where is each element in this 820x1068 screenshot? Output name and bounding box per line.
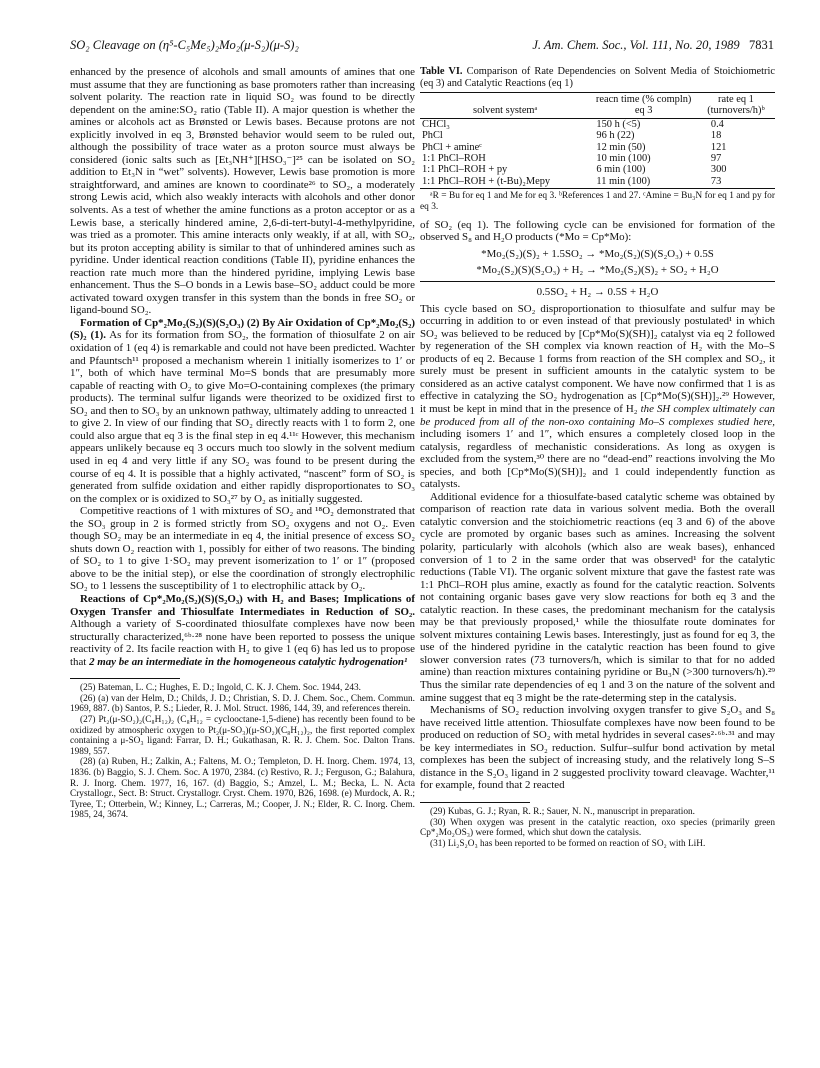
table-cell: 121: [710, 141, 727, 153]
table-row: [420, 130, 775, 141]
journal-name: J. Am. Chem. Soc., Vol. 111, No. 20, 1989: [532, 38, 740, 52]
equation-sum-rule: [420, 281, 775, 282]
right-column: [420, 66, 775, 849]
paragraph: Additional evidence for a thiosulfate-based catalytic scheme was obtained by comparison of reaction rate data in various solvent media. Both the overall catalytic conversion and the stoichiometric reactions (eq 3 and 6) of the above cycle are promoted by organic bases such as amines. Increasing the solvent polarity, particularly with alcohols (which also are weak bases), enhanced conversion of 1 to 2 in the same order that was observed¹ for the catalytic reductions (Table VI). The organic solvent mixture that gave the fastest rate was 1:1 PhCl–ROH plus amine, exactly as found for the catalytic reaction. Solvents not containing organic bases gave very slow reactions for both eq 3 and the catalytic reaction. In these cases, the predominant mechanism for the catalysis may be that previously proposed,¹ while the thiosulfate route dominates for solvent mixtures containing Lewis bases. Interestingly, just as found for eq 3, the use of the hindered pyridine in the catalytic reaction has been found to give slower conversion rates (73 turnovers/h, which is similar to that for no added amine) than reaction mixtures containing pyridine or Bu₃N (>300 turnovers/h).²⁹ Thus the similar rate dependencies of eq 1 and 3 on the nature of the solvent and amine suggest that eq 3 might be the rate-determing step in the catalysis.: [420, 490, 775, 704]
table-cell: 18: [710, 130, 722, 142]
table-header: reacn time (% compln) eq 3: [590, 93, 697, 119]
table-cell: PhCl + amineᶜ: [422, 141, 482, 153]
footnote: (30) When oxygen was present in the catalytic reaction, oxo species (primarily green Cp*₂Mo₂OS₃) were formed, which shut down the catalysis.: [420, 817, 775, 839]
running-title: SO₂ Cleavage on (η⁵-C₅Me₅)₂Mo₂(μ-S₂)(μ-S)₂: [70, 38, 299, 52]
table-header: rate eq 1 (turnovers/h)ᵇ: [697, 93, 775, 119]
section-heading: Formation of Cp*₂Mo₂(S₂)(S)(S₂O₃) (2) By Air Oxidation of Cp*₂Mo₂(S₂)(S)₂ (1).: [70, 316, 415, 342]
paragraph: of SO₂ (eq 1). The following cycle can be envisioned for formation of the observed S₈ and H₂O products (*Mo = Cp*Mo):: [420, 218, 775, 244]
footnote: (29) Kubas, G. J.; Ryan, R. R.; Sauer, N. N., manuscript in preparation.: [430, 806, 695, 817]
table-cell: 1:1 PhCl–ROH: [422, 153, 486, 165]
table-cell: PhCl: [422, 130, 443, 142]
table-row: [420, 142, 775, 153]
footnote: (28) (a) Ruben, H.; Zalkin, A.; Faltens, M. O.; Templeton, D. H. Inorg. Chem. 1974, 13, 1836. (b) Baggio, S. J. Chem. Soc. A 1970, 2384. (c) Restivo, R. J.; Ferguson, G.; Balahura, R. J. Inorg. Chem. 1977, 16, 167. (d) Baggio, S.; Amzel, L. M.; Becka, L. N. Acta Crystallogr., Sect. B: Struct. Crystallogr. Cryst. Chem. 1970, B26, 1698. (e) Murdock, A. R.; Tyree, T.; Otterbein, W.; Kinney, L.; Carreras, M.; Cooper, J. N.; Elder, R. C. Inorg. Chem. 1985, 24, 3674.: [70, 757, 415, 821]
table-cell: 6 min (100): [596, 164, 646, 176]
footnote-divider: [420, 802, 530, 803]
footnote-divider: [70, 678, 180, 679]
paragraph: Competitive reactions of 1 with mixtures of SO₂ and ¹⁸O₂ demonstrated that the SO₃ group in 2 is formed strictly from SO₂ oxygens and not O₂. Even though SO₂ may be an intermediate in eq 4, the initial presence of excess SO₂ shuts down O₂ reaction with 1, possibly for either of two reasons. The binding of SO₂ to 1 to give 1·SO₂ may prevent isomerization to 1′ or 1″ (proposed above to be the initial step), or else the coordination of strongly electrophilic SO₂ to 1 lessens the susceptibility of 1 to electrophilic attack by O₂.: [70, 505, 415, 593]
table-footnote: ᵃR = Bu for eq 1 and Me for eq 3. ᵇReferences 1 and 27. ᶜAmine = Bu₃N for eq 1 and py for eq 3.: [420, 191, 775, 213]
table-row: [420, 176, 775, 189]
table-row: [420, 118, 775, 130]
table-cell: 97: [710, 153, 722, 165]
table-cell: 1:1 PhCl–ROH + (t-Bu)₂Mepy: [420, 176, 590, 189]
table-cell: 150 h (<5): [590, 118, 697, 130]
paragraph: This cycle based on SO₂ disproportionation to thiosulfate and sulfur may be occurring in addition to or even instead of that previously postulated¹ in which SO₂ was believed to be reduced by [Cp*Mo(S)(SH)]₂ catalyst via eq 2 followed by regeneration of the SH complex via known reaction of H₂ with the Mo–S products of eq 2. Because 1 forms from reaction of the SH complex and SO₂, it surely must be present in sufficient amounts in the catalytic system to be considered as an active catalyst component. We have now confirmed that 1 is as effective in catalyzing the SO₂ hydrogenation as [Cp*Mo(S)(SH)]₂.²⁹ However, it must be kept in mind that in the presence of H₂ the SH complex ultimately can be produced from all of the non-oxo containing Mo–S complexes studied here, including isomers 1′ and 1″, which ensures a completely closed loop in the catalysis, regardless of mechanistic considerations. As long as oxygen is excluded from the system,³⁰ there are no “dead-end” reactions involving the Mo species, and both [Cp*Mo(S)(SH)]₂ and 1 could independently function as catalysts.: [420, 302, 775, 491]
table-header-row: [420, 93, 775, 119]
table-cell: 300: [710, 164, 727, 176]
table-cell: CHCl₃: [420, 118, 590, 130]
table-cell: 11 min (100): [590, 176, 697, 189]
footnote: (27) Pt₂(μ-SO₂)₂(C₈H₁₂)₂ (C₈H₁₂ = cyclooctane-1,5-diene) has recently been found to be oxidized by atmospheric oxygen to Pt₂(μ-SO₃)(μ-SO₂)(C₈H₁₂)₂, the first reported complex containing a μ-SO₃ ligand: Farrar, D. H.; Gukathasan, R. R. J. Chem. Soc. Dalton Trans. 1989, 557.: [70, 715, 415, 757]
table-cell: 12 min (50): [596, 141, 646, 153]
paragraph: enhanced by the presence of alcohols and small amounts of amines that one must assume that they are functioning as base promoters rather than increasing solvent polarity. The reaction rate in liquid SO₂ was found to be directly dependent on the amine:SO₂ ratio (Table II). A major question is whether the amines or alcohols act as Brønsted or Lewis bases. Because protons are not explicitly involved in eq 3, Brønsted behavior would seem to be ruled out, although the possibility of trace water as a proton source must always be considered (ionic salts such as [Et₃NH⁺][HSO₃⁻]²⁵ can be isolated on SO₂ addition to Et₃N in “wet” solvents). However, Lewis base promotion is more straightforward, and amines are known to coordinate²⁶ to SO₂, a moderately strong Lewis acid, which also weakly interacts with alcohols and other donor solvents. As a test of whether the amine functions as a proton acceptor or as a Lewis base, a sterically hindered amine, 2,6-di-tert-butyl-4-methylpyridine, was tried as a promoter. This amine interacts only weakly, if at all, with SO₂, but its proton accepting ability is similar to that of unhindered amines such as pyridine. Under identical reaction conditions (Table II), pyridine enhances the reaction rate much more than the hindered pyridine, implying Lewis base enhancement. Thus the S–O bonds in a Lewis base–SO₂ adduct could be more activated toward oxygen transfer in this system than the bonds in free SO₂ or ligand-bound SO₂.: [70, 66, 415, 317]
table-cell: 1:1 PhCl–ROH + py: [422, 164, 508, 176]
left-column: [70, 66, 415, 821]
footnote: (26) (a) van der Helm, D.; Childs, J. D.; Christian, S. D. J. Chem. Soc., Chem. Commun. 1969, 887. (b) Santos, P. S.; Lieder, R. J. Mol. Struct. 1986, 144, 39, and references therein.: [70, 693, 415, 715]
equation: 0.5SO₂ + H₂ → 0.5S + H₂O: [536, 286, 659, 299]
table-cell: 96 h (22): [596, 130, 635, 142]
section-heading: Reactions of Cp*₂Mo₂(S₂)(S)(S₂O₃) with H₂ and Bases; Implications of Oxygen Transfer and Thiosulfate Intermediates in Reduction of SO₂.: [70, 592, 415, 618]
paragraph: Formation of Cp*₂Mo₂(S₂)(S)(S₂O₃) (2) By Air Oxidation of Cp*₂Mo₂(S₂)(S)₂ (1). As for its formation from SO₂, the formation of thiosulfate 2 on air oxidation of 1 (eq 4) is remarkable and could not have been predicted. Wachter and Pfauntsch¹¹ proposed a mechanism wherein 1 initially isomerizes to 1′ or 1″, both of which have terminal Mo=S bonds that are presumably more capable of reacting with O₂ to give Mo=O-containing complexes (the primary products). The terminal sulfur ligands were theorized to be oxidized first to SO₂ and then to SO₃ by an unknown pathway, ultimately adding to unreacted 1 to give 2. In view of our finding that SO₂ directly reacts with 1 to form 2, one could also argue that eq 3 is the final step in eq 4.¹¹ᶜ However, this mechanism appears unlikely because eq 3 occurs much too slowly in the solvent medium used in eq 4 and very little if any SO₂ was found to be present during the course of eq 4. It is possible that a highly activated, “nascent” form of SO₂ is generated from sulfide oxidation and either rapidly disproportionates to SO₃ on the complex or is oxidized to SO₃²⁷ by O₂ as initially suggested.: [70, 316, 415, 505]
table-cell: 73: [697, 176, 775, 189]
table-cell: 10 min (100): [596, 153, 651, 165]
paragraph: Reactions of Cp*₂Mo₂(S₂)(S)(S₂O₃) with H₂ and Bases; Implications of Oxygen Transfer and Thiosulfate Intermediates in Reduction of SO₂. Although a variety of S-coordinated thiosulfate complexes have now been structurally characterized,⁶ᵇ·²⁸ none have been reported to possess the unique reactivity of 2. Its facile reaction with H₂ to give 1 (eq 6) has led us to propose that 2 may be an intermediate in the homogeneous catalytic hydrogenation¹: [70, 592, 415, 668]
equation: *Mo₂(S₂)(S)(S₂O₃) + H₂ → *Mo₂(S₂)(S)₂ + SO₂ + H₂O: [476, 264, 719, 277]
rate-comparison-table: [420, 92, 775, 189]
paragraph: Mechanisms of SO₂ reduction involving oxygen transfer to give S₂O₃ and S₈ have received little attention. Thiosulfate complexes have now been found to be produced on reduction of SO₂ with metal hydrides in several cases²·⁶ᵇ·³¹ and may be key intermediates in SO₂ reduction. Sulfur–sulfur bond activation by metal complexes has been the subject of increasing study, and the relatively long S–S distance in the S₂O₃ ligand in 2 suggested proclivity toward cleavage. Wachter,¹¹ for example, found that 2 reacted: [420, 704, 775, 792]
page-number: 7831: [749, 38, 774, 52]
footnote: (25) Bateman, L. C.; Hughes, E. D.; Ingold, C. K. J. Chem. Soc. 1944, 243.: [80, 683, 361, 694]
table-header: solvent systemᵃ: [420, 93, 590, 119]
running-header: [70, 38, 774, 56]
table-row: [420, 164, 775, 175]
footnote: (31) Li₂S₂O₃ has been reported to be formed on reaction of SO₂ with LiH.: [430, 838, 706, 849]
equation: *Mo₂(S₂)(S)₂ + 1.5SO₂ → *Mo₂(S₂)(S)(S₂O₃) + 0.5S: [481, 247, 714, 260]
table-cell: 0.4: [697, 118, 775, 130]
table-caption: Table VI. Comparison of Rate Dependencies on Solvent Media of Stoichiometric (eq 3) and Catalytic Reactions (eq 1): [420, 66, 775, 89]
table-row: [420, 153, 775, 164]
journal-citation: [532, 38, 774, 53]
